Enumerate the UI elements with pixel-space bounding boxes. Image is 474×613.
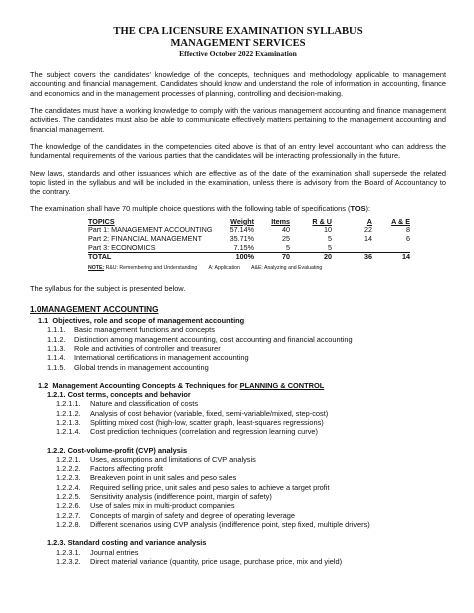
subsection-title: Management Accounting Concepts & Techniques for	[52, 380, 238, 390]
item-text: Basic management functions and concepts	[74, 325, 215, 335]
topic-number: 1.2.1.	[47, 390, 66, 400]
item-number: 1.2.1.4.	[56, 427, 81, 437]
item-number: 1.1.3.	[47, 343, 66, 353]
item-text: Splitting mixed cost (high-low, scatter graph, least-squares regressions)	[90, 417, 324, 427]
tos-ae: 6	[406, 233, 410, 243]
item-text: Global trends in management accounting	[74, 362, 209, 372]
item-number: 1.2.1.3.	[56, 417, 81, 427]
subsection-number: 1.1	[38, 316, 49, 326]
item-text: Journal entries	[90, 547, 139, 557]
item-text: Different scenarios using CVP analysis (indifference point, step fixed, multiple drivers)	[90, 519, 370, 529]
syllabus-intro: The syllabus for the subject is presented below.	[30, 283, 186, 293]
intro-paragraph-5	[30, 204, 446, 213]
intro-paragraph-3: The knowledge of the candidates in the competencies cited above is that of an entry level accountant who can address the fundamental requirements of the various parties that the candidates will be interacting professionally in the future.	[30, 141, 446, 161]
tos-topic: Part 3: ECONOMICS	[88, 244, 216, 253]
tos-topic: Part 2: FINANCIAL MANAGEMENT	[88, 233, 202, 243]
item-text: Nature and classification of costs	[90, 399, 199, 409]
tos-weight: 7.15%	[216, 244, 254, 253]
item-text: Distinction among management accounting, cost accounting and financial accounting	[74, 334, 353, 344]
document-title-line2: MANAGEMENT SERVICES	[170, 37, 306, 49]
list-item	[56, 557, 446, 566]
item-text: Direct material variance (quantity, price usage, purchase price, mix and yield)	[90, 556, 343, 566]
section-heading	[30, 305, 446, 315]
item-text: Sensitivity analysis (indifference point, margin of safety)	[90, 492, 272, 502]
tos-topic: Part 1: MANAGEMENT ACCOUNTING	[88, 225, 213, 235]
item-number: 1.1.5.	[47, 362, 66, 372]
tos-total-row	[88, 253, 410, 262]
tos-header-ae: A & E	[391, 216, 410, 226]
subsection-number: 1.2	[38, 380, 49, 390]
tos-total-ae: 14	[402, 252, 410, 262]
topic-heading	[47, 538, 446, 547]
tos-note	[88, 265, 446, 272]
intro-paragraph-4: New laws, standards and other issuances which are effective as of the date of the examination shall supersede the related topic listed in the syllabus and will be included in the examination, unless there is advisory from the Board of Accountancy to the contrary.	[30, 168, 446, 197]
tos-items: 5	[254, 244, 290, 253]
section-title: MANAGEMENT ACCOUNTING	[41, 305, 159, 315]
tos-total-ru: 20	[324, 252, 332, 262]
list-item	[47, 344, 446, 353]
tos-intro-text: The examination shall have 70 multiple choice questions with the following table of specifications (	[30, 204, 351, 214]
topic-title: Cost-volume-profit (CVP) analysis	[67, 445, 188, 455]
tos-ru: 5	[328, 233, 332, 243]
item-number: 1.2.2.5.	[56, 492, 81, 502]
item-text: Required selling price, unit sales and peso sales to achieve a target profit	[90, 482, 330, 492]
tos-intro-end: ):	[365, 204, 371, 214]
subsection-heading	[38, 316, 446, 325]
item-number: 1.2.2.7.	[56, 510, 81, 520]
list-item	[47, 325, 446, 334]
item-text: Breakeven point in unit sales and peso sales	[90, 473, 237, 483]
tos-header-topics: TOPICS	[88, 216, 115, 226]
list-item	[47, 353, 446, 362]
tos-total-label: TOTAL	[88, 252, 112, 262]
item-text: Role and activities of controller and treasurer	[74, 343, 221, 353]
item-number: 1.2.1.2.	[56, 408, 81, 418]
list-item	[56, 492, 446, 501]
item-number: 1.2.2.4.	[56, 482, 81, 492]
item-text: Factors affecting profit	[90, 464, 163, 474]
tos-items: 40	[282, 225, 290, 235]
item-number: 1.2.2.3.	[56, 473, 81, 483]
list-item	[56, 409, 446, 418]
tos-header-a: A	[366, 216, 372, 226]
intro-paragraph-2: The candidates must have a working knowledge to comply with the various management accounting and finance management activities. The candidates must also be able to communicate effectively matters pertaining to the management accounting and financial management.	[30, 106, 446, 134]
tos-items: 25	[282, 233, 290, 243]
tos-note-label: NOTE:	[88, 264, 105, 271]
tos-total-items: 70	[282, 252, 290, 262]
tos-header-items: Items	[271, 216, 290, 226]
topic-number: 1.2.2.	[47, 445, 66, 455]
topic-number: 1.2.3.	[47, 538, 66, 548]
item-number: 1.2.3.2.	[56, 556, 81, 566]
item-text: Uses, assumptions and limitations of CVP analysis	[90, 454, 256, 464]
tos-ru: 5	[290, 244, 332, 253]
list-item	[47, 335, 446, 344]
list-item	[56, 455, 446, 464]
list-item	[47, 363, 446, 372]
tos-weight: 35.71%	[229, 233, 254, 243]
list-item	[56, 418, 446, 427]
item-text: Concepts of margin of safety and degree of operating leverage	[90, 510, 296, 520]
tos-abbrev: TOS	[350, 204, 366, 214]
list-item	[56, 427, 446, 436]
tos-total-a: 36	[364, 252, 372, 262]
item-number: 1.2.2.8.	[56, 519, 81, 529]
item-number: 1.1.2.	[47, 334, 66, 344]
item-number: 1.2.2.1.	[56, 454, 81, 464]
document-title-line1: THE CPA LICENSURE EXAMINATION SYLLABUS	[113, 26, 363, 37]
tos-a: 22	[364, 225, 372, 235]
list-item	[56, 511, 446, 520]
list-item	[56, 520, 446, 529]
list-item	[56, 473, 446, 482]
topic-title: Cost terms, concepts and behavior	[67, 390, 191, 400]
item-text: International certifications in management accounting	[74, 353, 249, 363]
item-number: 1.2.2.6.	[56, 501, 81, 511]
tos-note-a: A: Application	[208, 264, 240, 271]
item-number: 1.1.4.	[47, 353, 66, 363]
tos-header-weight: Weight	[230, 216, 254, 226]
item-number: 1.2.3.1.	[56, 547, 81, 557]
subsection-title-emphasis: PLANNING & CONTROL	[239, 380, 325, 390]
topic-title: Standard costing and variance analysis	[67, 538, 207, 548]
table-of-specifications	[88, 218, 410, 262]
list-item	[56, 464, 446, 473]
tos-ae: 8	[406, 225, 410, 235]
item-number: 1.2.1.1.	[56, 399, 81, 409]
item-text: Cost prediction techniques (correlation and regression learning curve)	[90, 427, 318, 437]
tos-a: 14	[364, 233, 372, 243]
tos-weight: 57.14%	[229, 225, 254, 235]
tos-note-ae: A&E: Analyzing and Evaluating	[251, 264, 323, 271]
topic-heading	[47, 446, 446, 455]
tos-note-ru: R&U: Remembering and Understanding	[105, 264, 198, 271]
tos-total-weight: 100%	[235, 252, 254, 262]
section-number: 1.0	[30, 305, 42, 315]
list-item	[56, 399, 446, 408]
item-text: Analysis of cost behavior (variable, fixed, semi-variable/mixed, step-cost)	[90, 408, 329, 418]
subsection-heading	[38, 381, 446, 390]
item-number: 1.1.1.	[47, 325, 66, 335]
subsection-title: Objectives, role and scope of management accounting	[52, 316, 245, 326]
effective-date: Effective October 2022 Examination	[179, 49, 297, 59]
item-number: 1.2.2.2.	[56, 464, 81, 474]
tos-ru: 10	[324, 225, 332, 235]
item-text: Use of sales mix in multi-product companies	[90, 501, 235, 511]
intro-paragraph-1: The subject covers the candidates' knowledge of the concepts, techniques and methodology applicable to management accounting and financial management. Candidates should know and understand the role of information in accounting, finance and economics and in the management processes of planning, controlling and decision-making.	[30, 70, 446, 98]
list-item	[56, 548, 446, 557]
list-item	[56, 483, 446, 492]
tos-header-ru: R & U	[312, 216, 332, 226]
topic-heading	[47, 390, 446, 399]
list-item	[56, 501, 446, 510]
